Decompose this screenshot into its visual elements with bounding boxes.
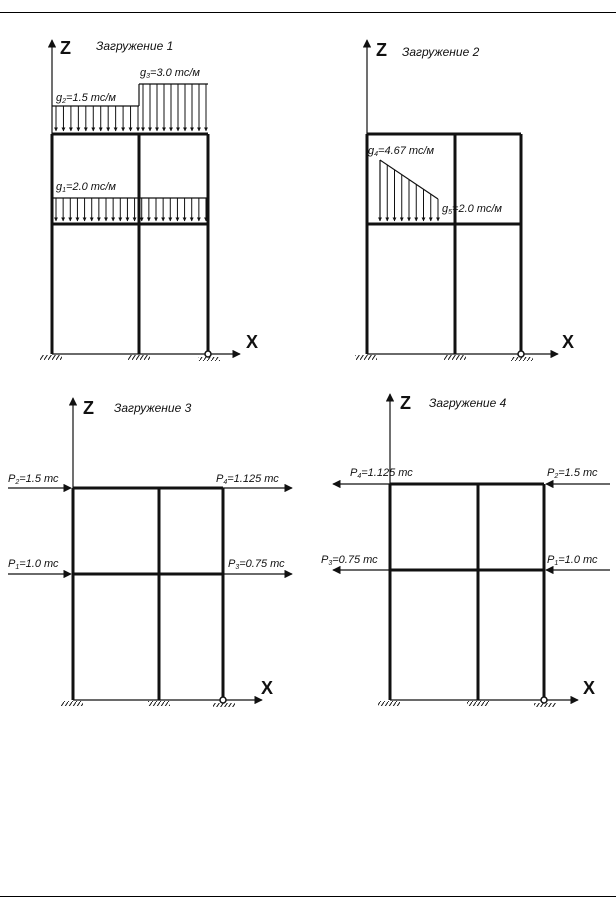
- panel-load-case-1: [40, 38, 258, 361]
- panel-load-case-4: [321, 393, 610, 707]
- uniform-load-g2: [52, 92, 139, 131]
- panel-title: Загружение 3: [114, 401, 192, 415]
- uniform-load-g3: [139, 67, 208, 131]
- x-axis-label: X: [246, 332, 259, 352]
- panel-load-case-2: [355, 40, 574, 361]
- uniform-load-g1: [52, 181, 208, 221]
- load-label-p3: P3=0.75 тс: [228, 558, 285, 571]
- z-axis-label: Z: [400, 393, 411, 413]
- z-axis-label: Z: [60, 38, 71, 58]
- panel-load-case-3: [8, 398, 292, 707]
- supports: [378, 697, 556, 707]
- load-label-p1: P1=1.0 тс: [8, 558, 59, 571]
- load-label-g2: g2=1.5 тс/м: [56, 92, 116, 105]
- load-label-p4: P4=1.125 тс: [216, 473, 279, 486]
- load-label-p2: P2=1.5 тс: [547, 467, 598, 480]
- x-axis-label: X: [261, 678, 274, 698]
- load-label-p4: P4=1.125 тс: [350, 467, 413, 480]
- frame: [390, 484, 544, 700]
- load-label-g4: g4=4.67 тс/м: [368, 145, 435, 158]
- supports: [355, 351, 533, 361]
- panel-title: Загружение 4: [429, 396, 507, 410]
- load-label-g5: g5=2.0 тс/м: [442, 203, 502, 216]
- frame: [52, 134, 208, 354]
- x-axis-label: X: [562, 332, 575, 352]
- frame: [73, 488, 223, 700]
- load-label-g1: g1=2.0 тс/м: [56, 181, 116, 194]
- load-label-p1: P1=1.0 тс: [547, 554, 598, 567]
- supports: [40, 351, 220, 361]
- panel-title: Загружение 2: [402, 45, 480, 59]
- x-axis-label: X: [583, 678, 596, 698]
- load-label-p2: P2=1.5 тс: [8, 473, 59, 486]
- z-axis-label: Z: [376, 40, 387, 60]
- point-loads: [321, 467, 610, 570]
- load-label-p3: P3=0.75 тс: [321, 554, 378, 567]
- trapezoidal-load: [368, 145, 502, 221]
- panel-title: Загружение 1: [96, 39, 174, 53]
- z-axis-label: Z: [83, 398, 94, 418]
- supports: [61, 697, 235, 707]
- load-label-g3: g3=3.0 тс/м: [140, 67, 200, 80]
